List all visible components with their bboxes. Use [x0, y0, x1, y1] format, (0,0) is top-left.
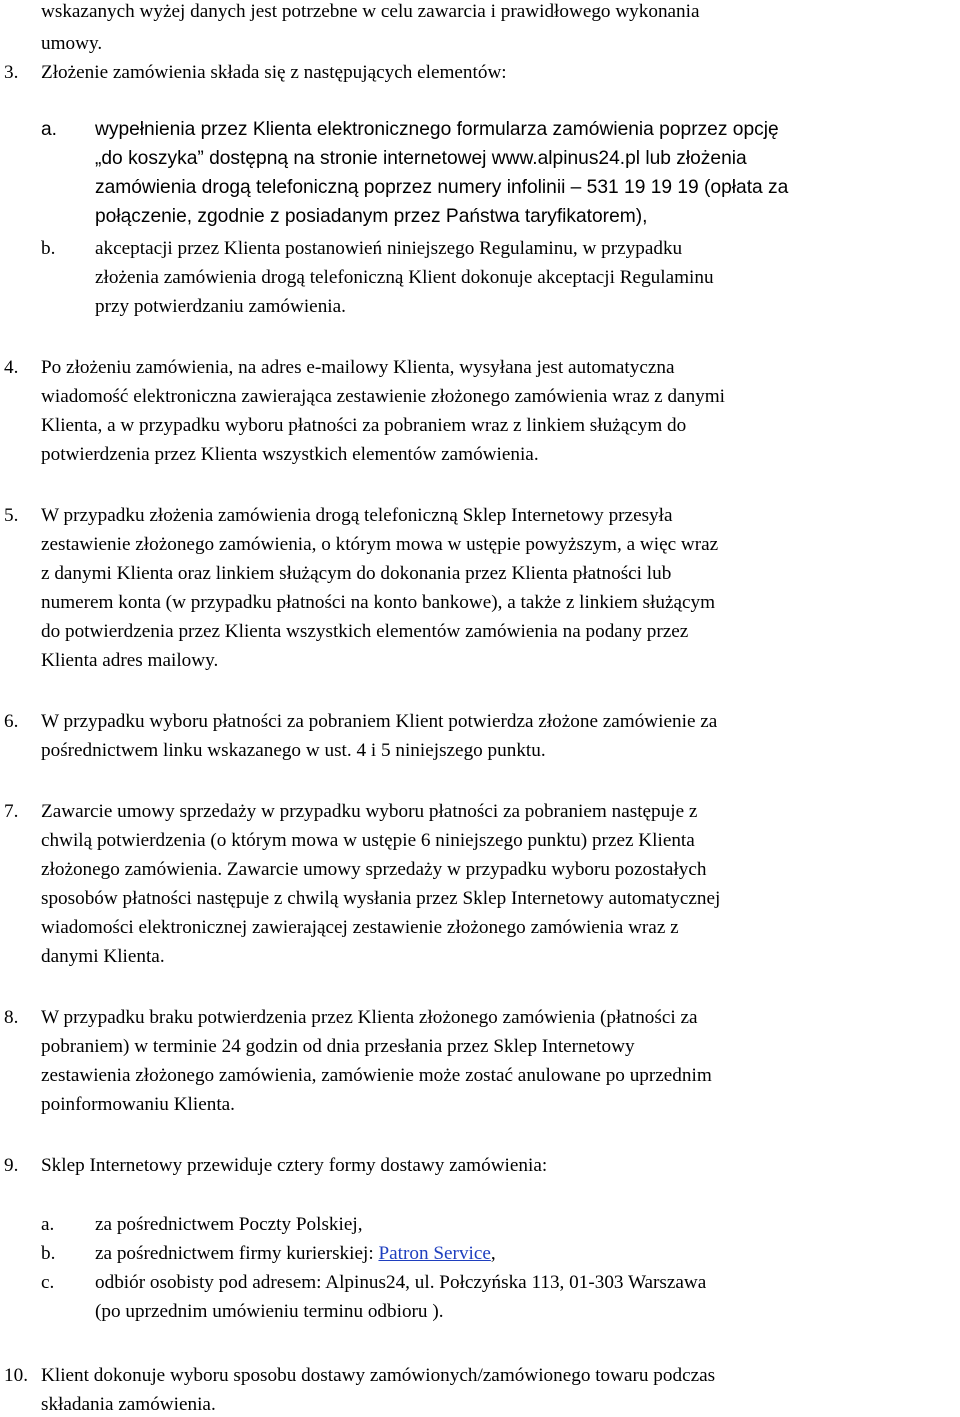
list-item-text: sposobów płatności następuje z chwilą wysłania przez Sklep Internetowy automatycznej [41, 888, 721, 909]
list-item-text: złożonego zamówienia. Zawarcie umowy sprzedaży w przypadku wyboru pozostałych [41, 859, 707, 880]
sub-list-letter: a. [41, 119, 58, 140]
sub-list-item-text: połączenie, zgodnie z posiadanym przez Państwa taryfikatorem), [95, 206, 648, 227]
intro-line: umowy. [41, 33, 103, 54]
list-item-text: Sklep Internetowy przewiduje cztery formy dostawy zamówienia: [41, 1155, 548, 1176]
list-item-text: W przypadku braku potwierdzenia przez Klienta złożonego zamówienia (płatności za [41, 1007, 698, 1028]
patron-service-link[interactable]: Patron Service [378, 1243, 491, 1264]
sub-list-item-text: złożenia zamówienia drogą telefoniczną Klient dokonuje akceptacji Regulaminu [95, 267, 714, 288]
sub-list-item-text: „do koszyka” dostępną na stronie internetowej www.alpinus24.pl lub złożenia [95, 148, 747, 169]
list-item-text: chwilą potwierdzenia (o którym mowa w ustępie 6 niniejszego punktu) przez Klienta [41, 830, 695, 851]
courier-label: za pośrednictwem firmy kurierskiej: [95, 1243, 379, 1264]
list-item-text: Klienta adres mailowy. [41, 650, 219, 671]
list-item-text: Klient dokonuje wyboru sposobu dostawy zamówionych/zamówionego towaru podczas [41, 1365, 716, 1386]
sub-list-item-text: zamówienia drogą telefoniczną poprzez numery infolinii – 531 19 19 19 (opłata za [95, 177, 789, 198]
list-item-text: Złożenie zamówienia składa się z następujących elementów: [41, 62, 507, 83]
list-item-text: W przypadku wyboru płatności za pobraniem Klient potwierdza złożone zamówienie za [41, 711, 718, 732]
sub-list-item-text: akceptacji przez Klienta postanowień niniejszego Regulaminu, w przypadku [95, 238, 683, 259]
list-item-text: Zawarcie umowy sprzedaży w przypadku wyboru płatności za pobraniem następuje z [41, 801, 698, 822]
list-number: 7. [4, 801, 19, 822]
list-item-text: wiadomość elektroniczna zawierająca zestawienie złożonego zamówienia wraz z danymi [41, 386, 726, 407]
sub-list-letter: b. [41, 1243, 56, 1264]
list-item-text: do potwierdzenia przez Klienta wszystkich elementów zamówienia na podany przez [41, 621, 689, 642]
intro-line: wskazanych wyżej danych jest potrzebne w celu zawarcia i prawidłowego wykonania [41, 1, 700, 22]
list-item-text: danymi Klienta. [41, 946, 165, 967]
list-number: 5. [4, 505, 19, 526]
list-item-text: składania zamówienia. [41, 1394, 216, 1415]
list-item-text: z danymi Klienta oraz linkiem służącym do dokonania przez Klienta płatności lub [41, 563, 672, 584]
sub-list-item-text: za pośrednictwem Poczty Polskiej, [95, 1214, 363, 1235]
list-item-text: pobraniem) w terminie 24 godzin od dnia przesłania przez Sklep Internetowy [41, 1036, 635, 1057]
list-item-text: wiadomości elektronicznej zawierającej zestawienie złożonego zamówienia wraz z [41, 917, 679, 938]
sub-list-letter: a. [41, 1214, 55, 1235]
sub-list-item-text: (po uprzednim umówieniu terminu odbioru ). [95, 1301, 444, 1322]
sub-list-item-text: odbiór osobisty pod adresem: Alpinus24, ul. Połczyńska 113, 01-303 Warszawa [95, 1272, 707, 1293]
sub-list-letter: b. [41, 238, 56, 259]
list-item-text: zestawienie złożonego zamówienia, o którym mowa w ustępie powyższym, a więc wraz [41, 534, 719, 555]
sub-list-item-text: przy potwierdzaniu zamówienia. [95, 296, 346, 317]
list-item-text: W przypadku złożenia zamówienia drogą telefoniczną Sklep Internetowy przesyła [41, 505, 673, 526]
list-number: 10. [4, 1365, 28, 1386]
list-number: 6. [4, 711, 19, 732]
list-number: 9. [4, 1155, 19, 1176]
sub-list-letter: c. [41, 1272, 55, 1293]
sub-list-item-courier [95, 1242, 496, 1266]
list-item-text: numerem konta (w przypadku płatności na konto bankowe), a także z linkiem służącym [41, 592, 716, 613]
list-number: 3. [4, 62, 19, 83]
courier-suffix: , [490, 1243, 496, 1264]
list-item-text: Po złożeniu zamówienia, na adres e-mailowy Klienta, wysyłana jest automatyczna [41, 357, 675, 378]
list-item-text: potwierdzenia przez Klienta wszystkich elementów zamówienia. [41, 444, 539, 465]
list-item-text: pośrednictwem linku wskazanego w ust. 4 i 5 niniejszego punktu. [41, 740, 546, 761]
list-number: 8. [4, 1007, 19, 1028]
list-item-text: zestawienia złożonego zamówienia, zamówienie może zostać anulowane po uprzednim [41, 1065, 712, 1086]
list-item-text: poinformowaniu Klienta. [41, 1094, 235, 1115]
sub-list-item-text: wypełnienia przez Klienta elektronicznego formularza zamówienia poprzez opcję [95, 119, 779, 140]
list-item-text: Klienta, a w przypadku wyboru płatności za pobraniem wraz z linkiem służącym do [41, 415, 687, 436]
list-number: 4. [4, 357, 19, 378]
